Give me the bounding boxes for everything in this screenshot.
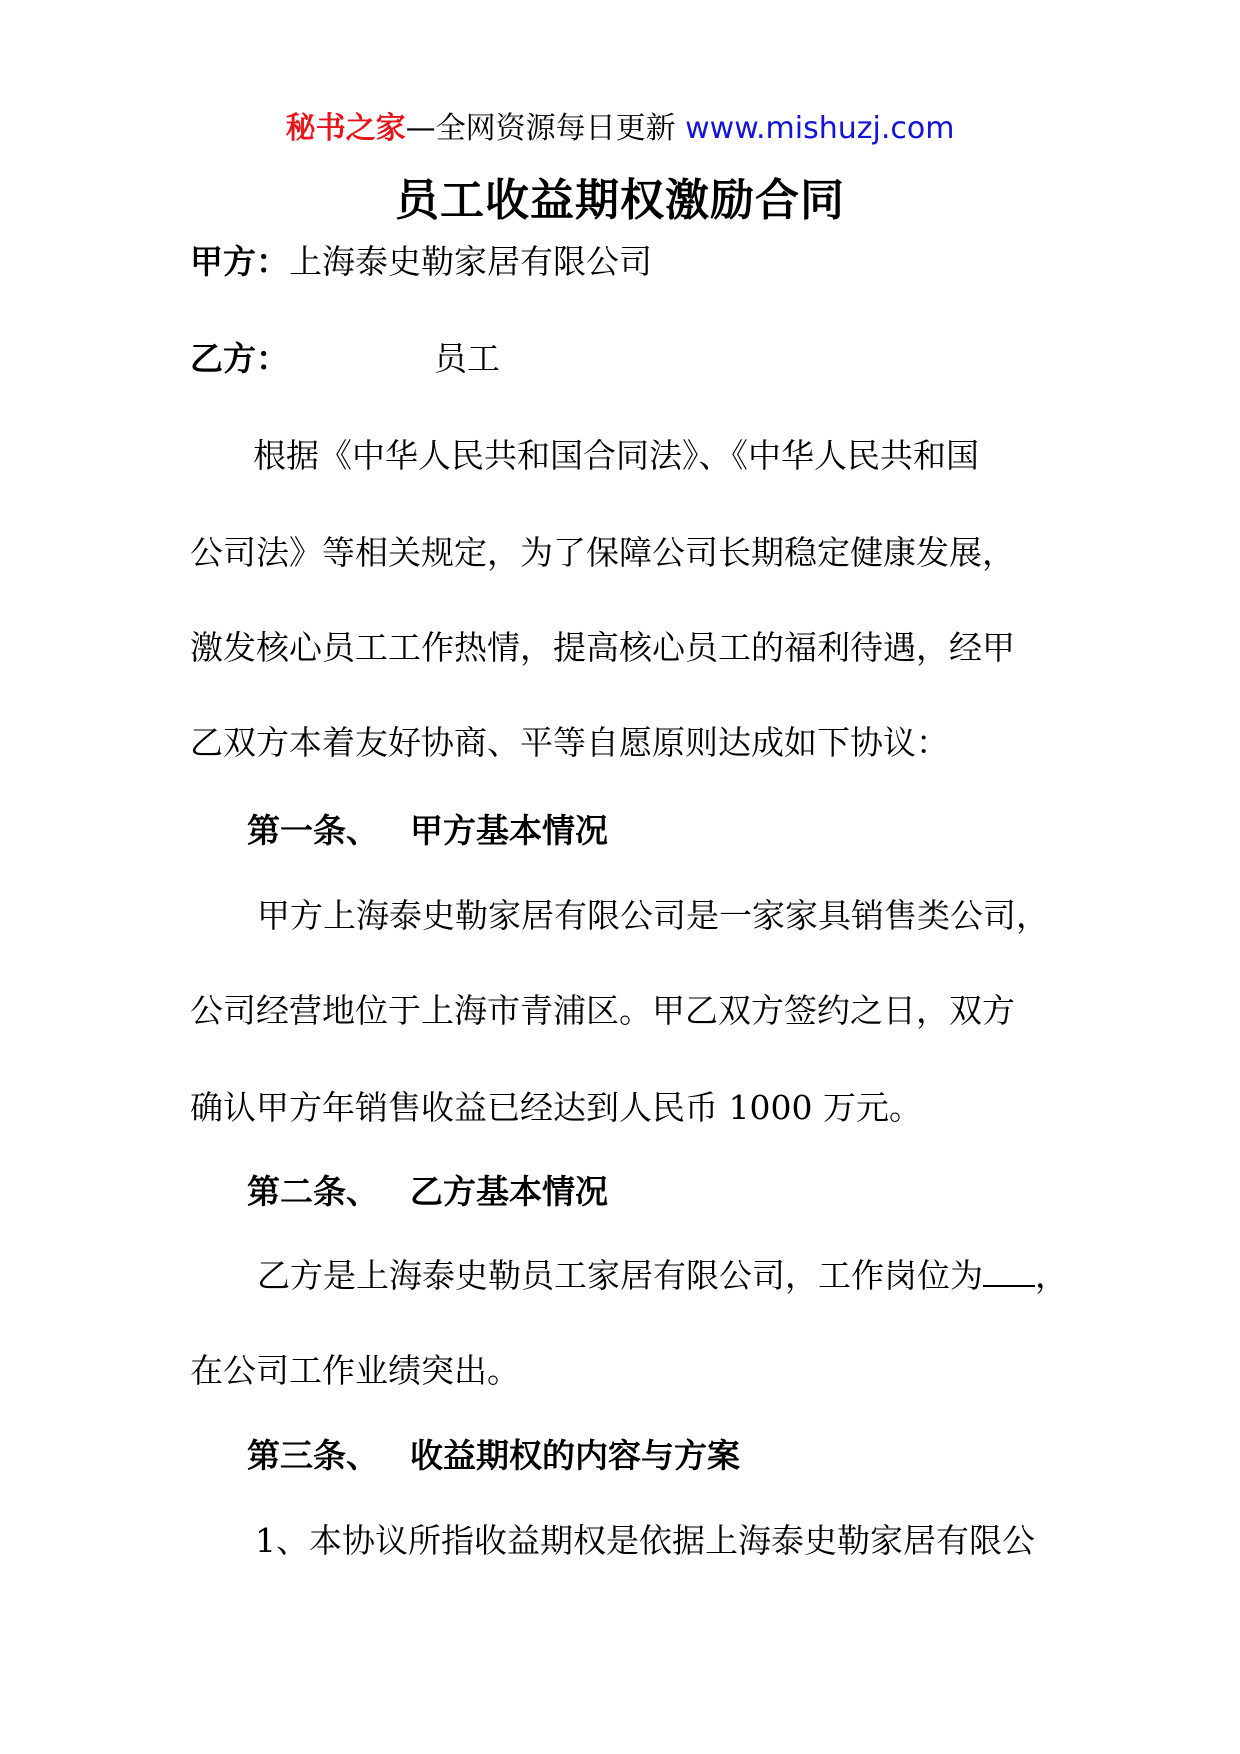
article-1-number: 第一条、	[247, 811, 379, 850]
article-2-title: 乙方基本情况	[410, 1172, 608, 1211]
article-2-line-1-end: ，	[1035, 1256, 1068, 1295]
intro-line-1: 根据《中华人民共和国合同法》、《中华人民共和国	[253, 436, 979, 475]
header-slogan: —全网资源每日更新	[405, 111, 676, 146]
position-blank	[983, 1259, 1035, 1287]
brand-name: 秘书之家	[285, 111, 406, 146]
article-3-line-1: 1、本协议所指收益期权是依据上海泰史勒家居有限公	[255, 1521, 1035, 1560]
site-url-link[interactable]: www.mishuzj.com	[685, 111, 955, 146]
site-header	[0, 103, 1240, 147]
article-3-number: 第三条、	[247, 1436, 379, 1475]
document-title: 员工收益期权激励合同	[395, 175, 845, 226]
article-2-line-1	[257, 1250, 1068, 1297]
party-b-label: 乙方：	[190, 339, 289, 378]
article-2-line-2: 在公司工作业绩突出。	[190, 1351, 520, 1390]
intro-line-4: 乙双方本着友好协商、平等自愿原则达成如下协议：	[190, 723, 949, 762]
article-2-number: 第二条、	[247, 1172, 379, 1211]
article-2-heading	[247, 1166, 608, 1213]
article-3-title: 收益期权的内容与方案	[410, 1436, 740, 1475]
party-a-value: 上海泰史勒家居有限公司	[289, 242, 652, 281]
article-1-heading	[247, 805, 608, 852]
article-1-line-2: 公司经营地位于上海市青浦区。甲乙双方签约之日，双方	[190, 991, 1015, 1030]
intro-line-3: 激发核心员工工作热情，提高核心员工的福利待遇，经甲	[190, 628, 1015, 667]
article-1-title: 甲方基本情况	[410, 811, 608, 850]
article-2-line-1-text: 乙方是上海泰史勒员工家居有限公司，工作岗位为	[257, 1256, 983, 1295]
party-b-line	[190, 333, 500, 380]
party-b-value: 员工	[434, 339, 500, 378]
article-3-heading	[247, 1430, 740, 1477]
party-a-label: 甲方：	[190, 242, 289, 281]
intro-line-2: 公司法》等相关规定，为了保障公司长期稳定健康发展，	[190, 533, 1015, 572]
article-1-line-1: 甲方上海泰史勒家居有限公司是一家家具销售类公司，	[257, 896, 1049, 935]
article-1-line-3: 确认甲方年销售收益已经达到人民币 1000 万元。	[190, 1088, 922, 1127]
party-a-line	[190, 236, 652, 283]
